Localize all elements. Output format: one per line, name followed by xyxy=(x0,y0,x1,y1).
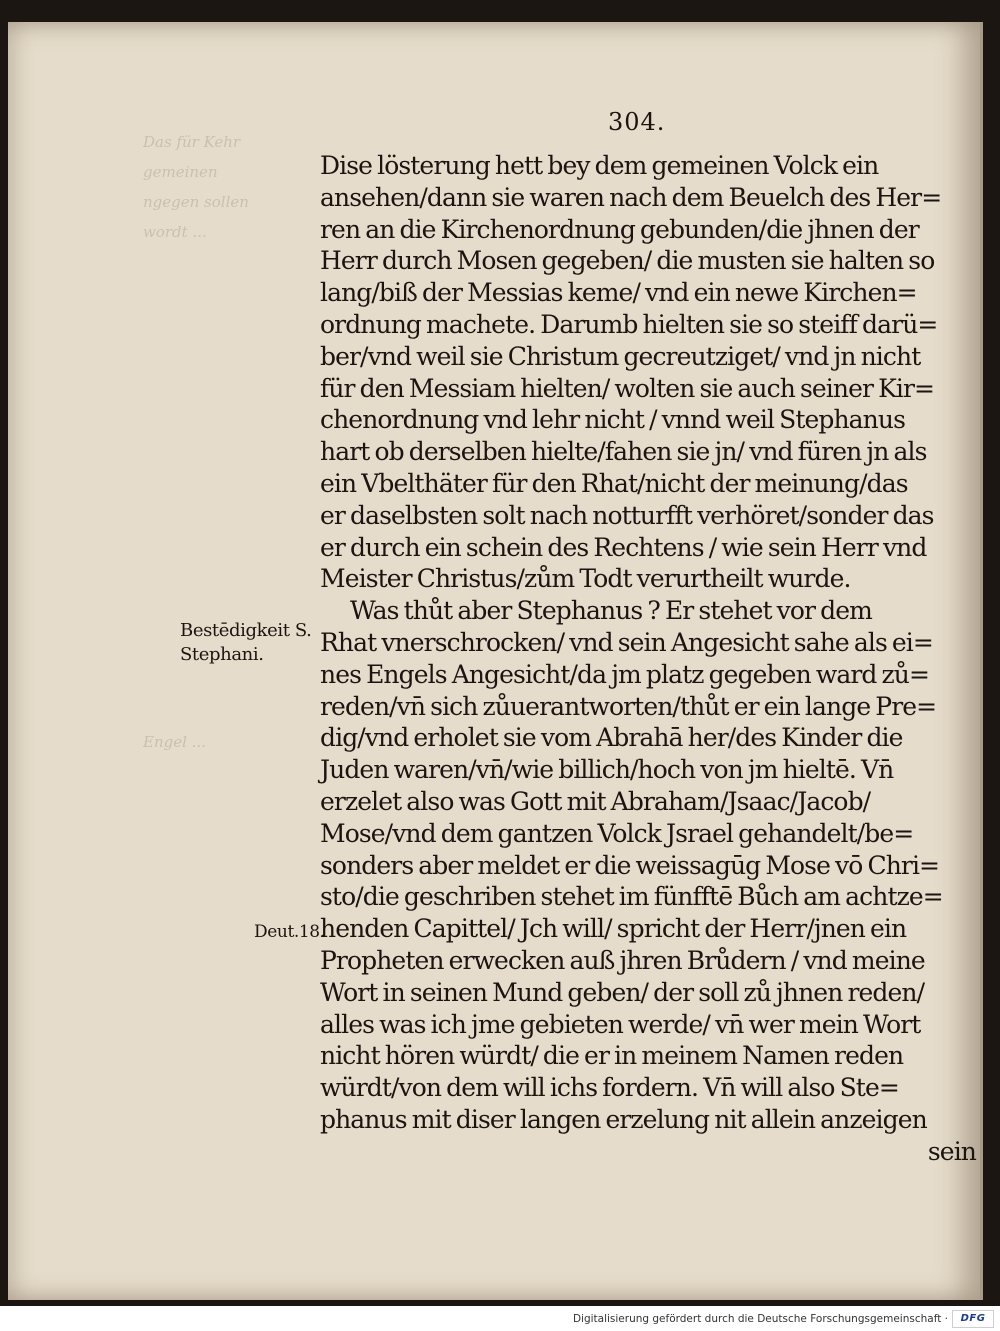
bleed-line xyxy=(143,397,313,427)
text-line: lang/biß der Messias keme/ vnd ein newe Kirchen= xyxy=(320,278,917,308)
bleed-line: Engel ... xyxy=(143,733,206,751)
bleed-line xyxy=(143,277,313,307)
book-page xyxy=(8,22,983,1300)
text-line: erzelet also was Gott mit Abraham/Jsaac/Jacob/ xyxy=(320,786,871,816)
bleed-line: gemeinen xyxy=(143,163,218,181)
text-line: Wort in seinen Mund geben/ der soll zů jhnen reden/ xyxy=(320,977,925,1007)
bleed-through-text xyxy=(143,127,313,887)
bleed-line xyxy=(143,697,313,727)
text-line: reden/vn̄ sich zůuerantworten/thůt er ein lange Pre= xyxy=(320,691,937,721)
text-line: henden Capittel/ Jch will/ spricht der Herr/jnen ein xyxy=(320,914,907,944)
bleed-line xyxy=(143,337,313,367)
bleed-line xyxy=(143,547,313,577)
text-line: hart ob derselben hielte/fahen sie jn/ vnd füren jn als xyxy=(320,437,927,467)
text-line: nicht hören würdt/ die er in meinem Namen reden xyxy=(320,1041,904,1071)
text-line: chenordnung vnd lehr nicht / vnnd weil Stephanus xyxy=(320,405,905,435)
bleed-line xyxy=(143,367,313,397)
text-line: ren an die Kirchenordnung gebunden/die jhnen der xyxy=(320,214,919,244)
text-line: für den Messiam hielten/ wolten sie auch seiner Kir= xyxy=(320,373,935,403)
text-line: sein xyxy=(927,1136,976,1166)
text-line: nes Engels Angesicht/da jm platz gegeben ward zů= xyxy=(320,659,930,689)
text-line: Propheten erwecken auß jhren Brůdern / vnd meine xyxy=(320,945,925,975)
dfg-logo[interactable]: DFG xyxy=(952,1310,994,1328)
footer-bar xyxy=(0,1306,1000,1331)
bleed-line: Das für Kehr xyxy=(143,133,241,151)
text-line: phanus mit diser langen erzelung nit allein anzeigen xyxy=(320,1104,927,1134)
margin-note-line: Stephani. xyxy=(180,644,264,665)
text-line: ber/vnd weil sie Christum gecreutziget/ vnd jn nicht xyxy=(320,341,921,371)
text-line: Mose/vnd dem gantzen Volck Jsrael gehandelt/be= xyxy=(320,818,914,848)
text-line: Rhat vnerschrocken/ vnd sein Angesicht sahe als ei= xyxy=(320,627,933,657)
bleed-line xyxy=(143,517,313,547)
margin-note-line: Deut.18. xyxy=(254,922,325,942)
text-line: alles was ich jme gebieten werde/ vn̄ wer mein Wort xyxy=(320,1009,921,1039)
text-line: Was thůt aber Stephanus ? Er stehet vor dem xyxy=(350,596,872,626)
text-line: sonders aber meldet er die weissagūg Mose vō Chri= xyxy=(320,850,940,880)
page-number: 304. xyxy=(608,108,666,136)
bleed-line xyxy=(143,487,313,517)
margin-note-stephani xyxy=(180,619,312,667)
margin-note-deut xyxy=(254,920,325,944)
text-line: Juden waren/vn̄/wie billich/hoch von jm hieltē. Vn̄ xyxy=(320,755,894,785)
text-line: ordnung machete. Darumb hielten sie so steiff darü= xyxy=(320,309,938,339)
text-line: er durch ein schein des Rechtens / wie sein Herr vnd xyxy=(320,532,927,562)
bleed-line xyxy=(143,667,313,697)
text-line: Herr durch Mosen gegeben/ die musten sie halten so xyxy=(320,246,935,276)
bleed-line xyxy=(143,307,313,337)
text-line: Meister Christus/zům Todt verurtheilt wurde. xyxy=(320,564,851,594)
text-line: Dise lösterung hett bey dem gemeinen Volck ein xyxy=(320,151,879,180)
footer-credit: Digitalisierung gefördert durch die Deutsche Forschungsgemeinschaft · xyxy=(572,1313,948,1325)
text-line: ansehen/dann sie waren nach dem Beuelch des Her= xyxy=(320,182,942,212)
text-line: er daselbsten solt nach notturfft verhöret/sonder das xyxy=(320,500,934,530)
text-line: ein Vbelthäter für den Rhat/nicht der meinung/das xyxy=(320,468,908,498)
bleed-line xyxy=(143,457,313,487)
margin-note-line: Bestēdigkeit S. xyxy=(180,620,312,641)
bleed-line xyxy=(143,427,313,457)
bleed-line xyxy=(143,577,313,607)
bleed-line: wordt ... xyxy=(143,223,207,241)
bleed-line: ngegen sollen xyxy=(143,193,249,211)
bleed-line xyxy=(143,247,313,277)
main-text-block xyxy=(320,150,980,1168)
text-line: sto/die geschriben stehet im fünfftē Bůch am achtze= xyxy=(320,882,943,912)
text-line: dig/vnd erholet sie vom Abrahā her/des Kinder die xyxy=(320,723,903,753)
text-line: würdt/von dem will ichs fordern. Vn̄ will also Ste= xyxy=(320,1073,899,1103)
